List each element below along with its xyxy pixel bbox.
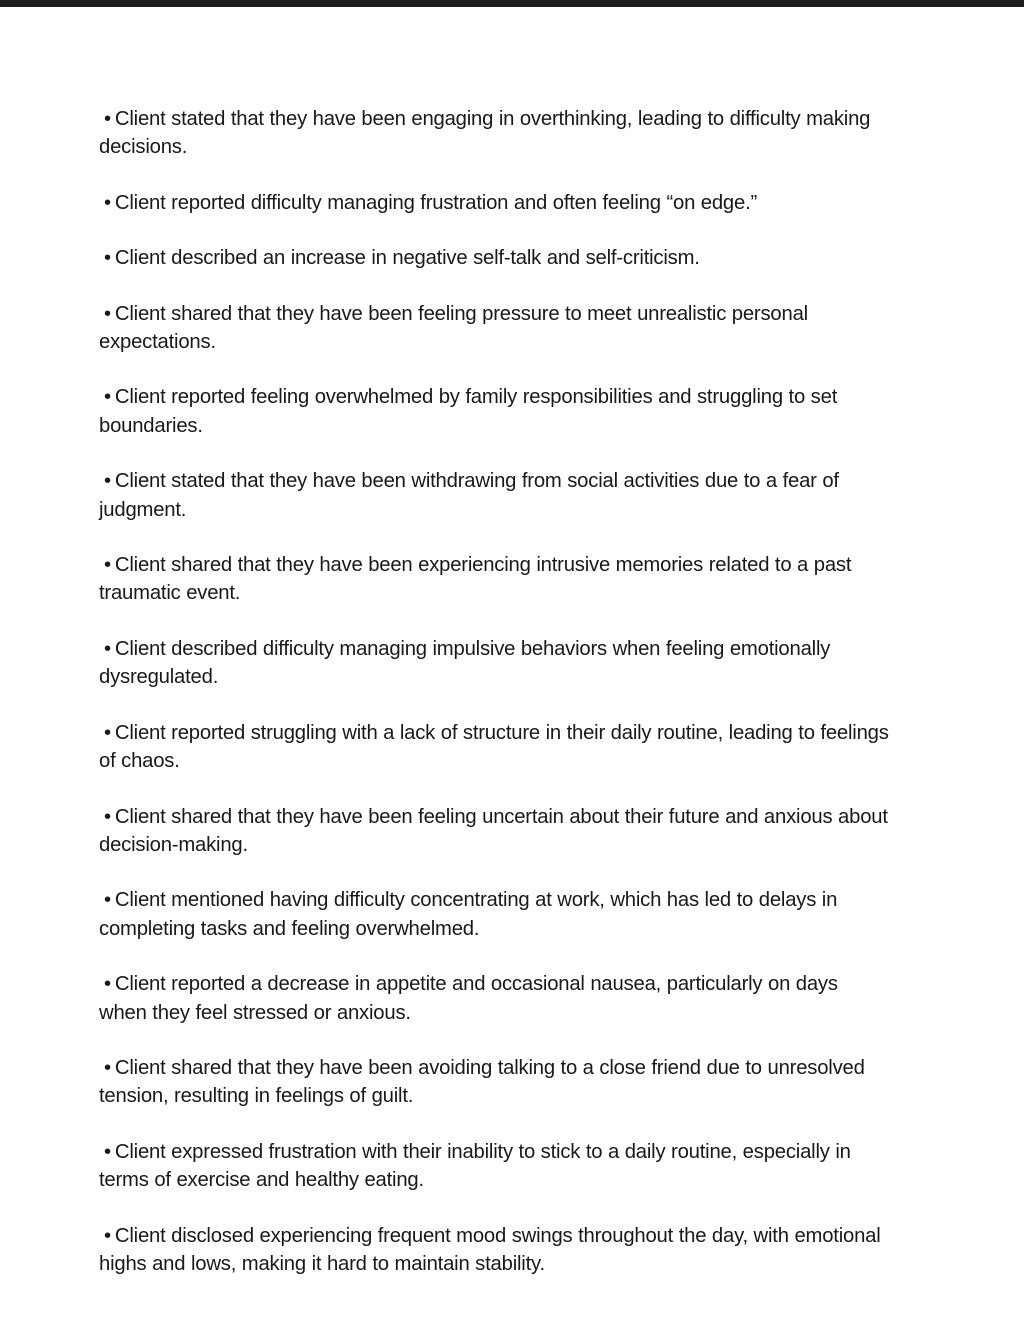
bullet-point-icon: • [104,302,111,325]
note-text: Client reported difficulty managing frustration and often feeling “on edge.” [114,191,758,214]
note-text: Client described difficulty managing impulsive behaviors when feeling emotionally dysregulated. [99,637,831,689]
bullet-point-icon: • [104,470,111,493]
note-bullet-item [99,635,889,692]
note-text: Client stated that they have been withdrawing from social activities due to a fear of judgment. [99,470,839,521]
note-bullet-item [99,105,889,162]
note-text: Client stated that they have been engaging in overthinking, leading to difficulty making decisions. [99,108,871,159]
note-bullet-item [99,244,889,272]
bullet-point-icon: • [104,1224,111,1247]
bullet-point-icon: • [104,108,111,130]
bullet-point-icon: • [104,191,111,214]
note-text: Client shared that they have been feeling uncertain about their future and anxious about decision-making. [99,805,888,856]
bullet-point-icon: • [104,554,111,577]
bullet-point-icon: • [104,386,111,409]
note-text: Client mentioned having difficulty concentrating at work, which has led to delays in completing tasks and feeling overwhelmed. [99,889,838,940]
document-page [0,7,1024,1330]
top-edge-bar [0,0,1024,7]
note-bullet-item [99,719,889,776]
note-bullet-item [99,886,889,943]
note-text: Client reported a decrease in appetite and occasional nausea, particularly on days when they feel stressed or anxious. [99,973,838,1024]
note-text: Client shared that they have been experiencing intrusive memories related to a past traumatic event. [99,554,852,605]
note-bullet-item [99,1222,889,1279]
bullet-point-icon: • [104,973,111,996]
note-bullet-item [99,551,889,608]
bullet-point-icon: • [104,1140,111,1163]
note-bullet-item [99,1054,889,1111]
bullet-point-icon: • [104,721,111,744]
note-text: Client disclosed experiencing frequent mood swings throughout the day, with emotional highs and lows, making it hard to maintain stability. [99,1224,881,1275]
note-bullet-item [99,467,889,524]
note-text: Client described an increase in negative self-talk and self-criticism. [114,247,700,270]
note-bullet-item [99,300,889,357]
bullet-point-icon: • [104,247,111,270]
note-bullet-item [99,189,889,217]
bullet-point-icon: • [104,805,111,828]
bullet-point-icon: • [104,1056,111,1079]
note-bullet-item [99,803,889,860]
note-text: Client shared that they have been feeling pressure to meet unrealistic personal expectations. [99,302,808,354]
bullet-point-icon: • [104,637,111,660]
note-bullet-item [99,970,889,1027]
session-notes-list [99,105,889,1278]
note-bullet-item [99,1138,889,1195]
note-bullet-item [99,383,889,440]
note-text: Client reported struggling with a lack of structure in their daily routine, leading to feelings of chaos. [99,721,889,773]
bullet-point-icon: • [104,889,111,912]
note-text: Client reported feeling overwhelmed by family responsibilities and struggling to set boundaries. [99,386,838,437]
note-text: Client shared that they have been avoiding talking to a close friend due to unresolved tension, resulting in feelings of guilt. [99,1056,865,1108]
note-text: Client expressed frustration with their inability to stick to a daily routine, especially in terms of exercise and healthy eating. [99,1140,851,1192]
